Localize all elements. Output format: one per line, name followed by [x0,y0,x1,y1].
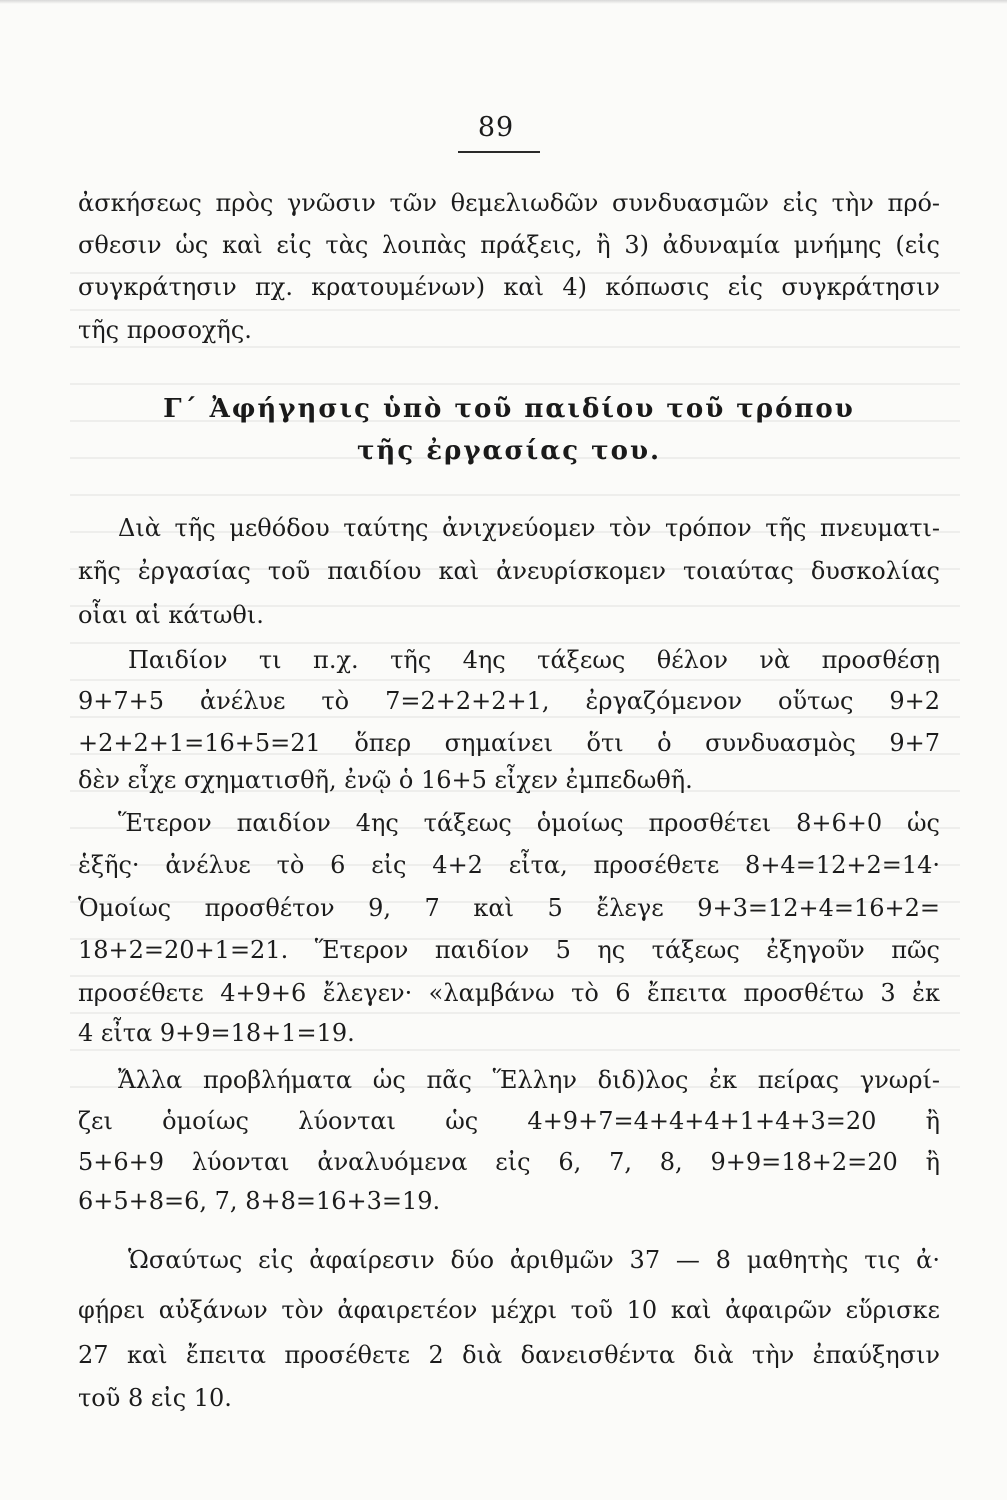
text-line: Ὡσαύτως εἰς ἀφαίρεσιν δύο ἀριθμῶν 37 — 8 μαθητὴς τις ἀ· [128,1246,940,1274]
text-line: σθεσιν ὡς καὶ εἰς τὰς λοιπὰς πράξεις, ἢ 3) ἀδυναμία μνήμης (εἰς [78,231,940,259]
text-line: τῆς προσοχῆς. [78,316,252,344]
text-line: προσέθετε 4+9+6 ἔλεγεν· «λαμβάνω τὸ 6 ἔπειτα προσθέτω 3 ἐκ [78,979,940,1007]
text-line: τοῦ 8 εἰς 10. [78,1384,232,1412]
text-line: 18+2=20+1=21. Ἕτερον παιδίον 5 ης τάξεως ἐξηγοῦν πῶς [78,936,940,964]
section-heading-continued: τῆς ἐργασίας του. [356,436,662,466]
text-line: ἑξῆς· ἀνέλυε τὸ 6 εἰς 4+2 εἶτα, προσέθετε 8+4=12+2=14· [78,851,940,879]
page-number-rule [458,151,540,153]
text-line: Παιδίον τι π.χ. τῆς 4ης τάξεως θέλον νὰ προσθέσῃ [128,646,940,674]
text-line: φῄρει αὐξάνων τὸν ἀφαιρετέον μέχρι τοῦ 10 καὶ ἀφαιρῶν εὕρισκε [78,1296,940,1324]
text-line: Ἄλλα προβλήματα ὡς πᾶς Ἕλλην διδ)λος ἐκ πείρας γνωρί- [118,1066,940,1094]
text-line: 5+6+9 λύονται ἀναλυόμενα εἰς 6, 7, 8, 9+9=18+2=20 ἢ [78,1148,940,1176]
text-line: δὲν εἶχε σχηματισθῆ, ἐνῷ ὁ 16+5 εἶχεν ἐμπεδωθῆ. [78,766,693,794]
text-line: ἀσκήσεως πρὸς γνῶσιν τῶν θεμελιωδῶν συνδυασμῶν εἰς τὴν πρό- [78,189,940,217]
text-line: Διὰ τῆς μεθόδου ταύτης ἀνιχνεύομεν τὸν τρόπον τῆς πνευματι- [118,514,940,542]
text-line: 4 εἶτα 9+9=18+1=19. [78,1019,355,1047]
text-line: οἷαι αἱ κάτωθι. [78,601,264,629]
text-line: 27 καὶ ἔπειτα προσέθετε 2 διὰ δανεισθέντα διὰ τὴν ἐπαύξησιν [78,1341,940,1369]
text-line: συγκράτησιν πχ. κρατουμένων) καὶ 4) κόπωσις εἰς συγκράτησιν [78,273,940,301]
text-line: 9+7+5 ἀνέλυε τὸ 7=2+2+2+1, ἐργαζόμενον οὕτως 9+2 [78,687,940,715]
text-line: +2+2+1=16+5=21 ὅπερ σημαίνει ὅτι ὁ συνδυασμὸς 9+7 [78,729,940,757]
text-line: Ὁμοίως προσθέτον 9, 7 καὶ 5 ἔλεγε 9+3=12+4=16+2= [78,894,940,922]
text-line: κῆς ἐργασίας τοῦ παιδίου καὶ ἀνευρίσκομεν τοιαύτας δυσκολίας [78,557,940,585]
page-number: 89 [477,112,515,143]
section-heading: Γ΄ Ἀφήγησις ὑπὸ τοῦ παιδίου τοῦ τρόπου [163,394,855,424]
text-line: 6+5+8=6, 7, 8+8=16+3=19. [78,1187,441,1215]
text-line: ζει ὁμοίως λύονται ὡς 4+9+7=4+4+4+1+4+3=20 ἢ [78,1107,940,1135]
text-line: Ἕτερον παιδίον 4ης τάξεως ὁμοίως προσθέτει 8+6+0 ὡς [118,809,940,837]
